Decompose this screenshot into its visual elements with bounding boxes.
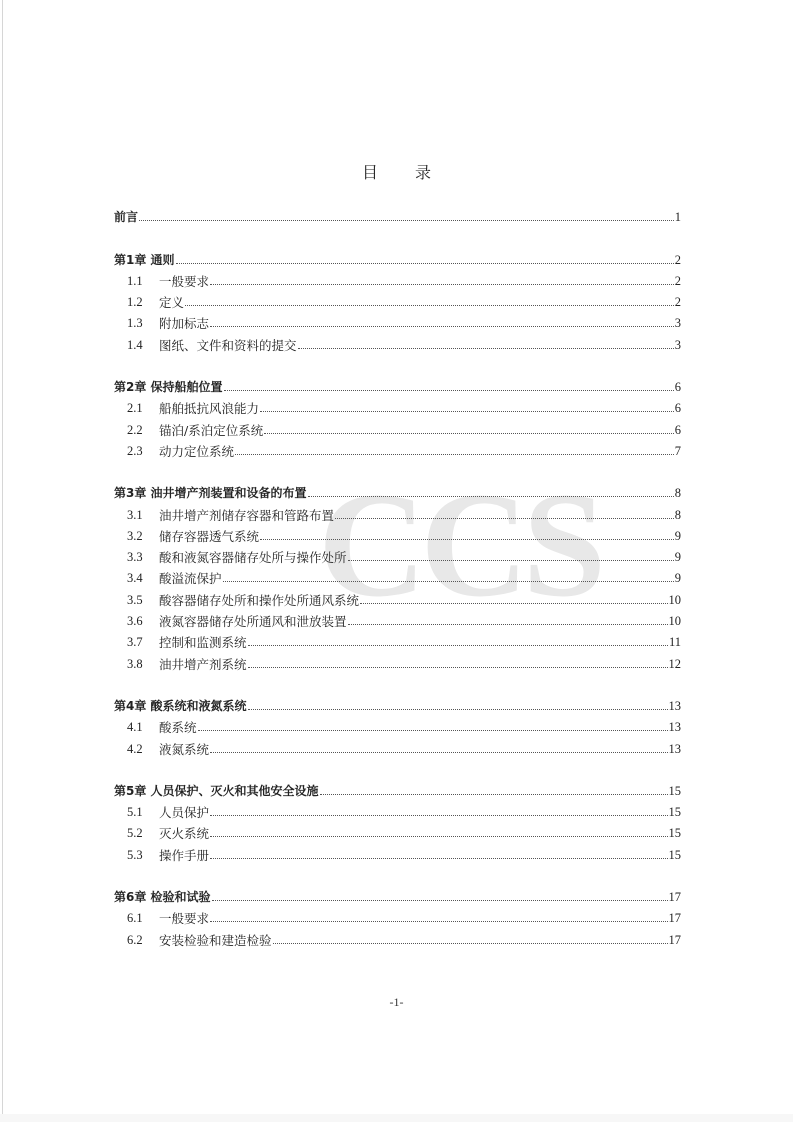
toc-entry-label: 酸容器储存处所和操作处所通风系统 (159, 592, 360, 608)
toc-entry-label: 油井增产剂储存容器和管路布置 (159, 507, 335, 523)
dot-leader (248, 709, 668, 710)
dot-leader (248, 645, 668, 646)
toc-section-number: 2.2 (127, 422, 143, 437)
dot-leader (360, 603, 667, 604)
toc-entry-label: 定义 (159, 295, 185, 311)
toc-chapter-1[interactable] (114, 246, 681, 267)
dot-leader (212, 900, 668, 901)
table-of-contents (114, 204, 681, 948)
toc-section-number: 1.2 (127, 295, 143, 310)
toc-section-number: 3.6 (127, 614, 143, 629)
ccs-watermark: CCS (318, 462, 601, 628)
dot-leader (185, 305, 674, 306)
toc-page-number: 2 (674, 295, 681, 310)
dot-leader (260, 539, 674, 540)
dot-leader (139, 220, 674, 221)
toc-entry-label: 安装检验和建造检验 (159, 932, 272, 948)
toc-section-number: 3.3 (127, 550, 143, 565)
toc-chapter-4[interactable] (114, 693, 681, 714)
toc-page-number: 12 (668, 656, 681, 671)
toc-page-number: 3 (674, 316, 681, 331)
toc-page-number: 10 (668, 592, 681, 607)
dot-leader (210, 752, 667, 753)
toc-page-number: 6 (674, 422, 681, 437)
toc-section-5-3[interactable] (114, 841, 681, 862)
toc-section-6-1[interactable] (114, 905, 681, 926)
dot-leader (176, 263, 674, 264)
toc-entry-preface[interactable] (114, 204, 681, 225)
dot-leader (210, 326, 674, 327)
toc-entry-label: 储存容器透气系统 (159, 528, 260, 544)
toc-section-3-4[interactable] (114, 565, 681, 586)
toc-page-number: 1 (674, 210, 681, 225)
toc-section-5-1[interactable] (114, 799, 681, 820)
dot-leader (298, 348, 674, 349)
toc-section-number: 1.4 (127, 337, 143, 352)
toc-section-6-2[interactable] (114, 926, 681, 947)
toc-page-number: 10 (668, 614, 681, 629)
toc-entry-label: 前言 (114, 210, 139, 225)
dot-leader (223, 581, 674, 582)
toc-entry-label: 控制和监测系统 (159, 635, 247, 651)
toc-section-1-3[interactable] (114, 310, 681, 331)
toc-entry-label: 一般要求 (159, 911, 210, 927)
toc-section-number: 3.2 (127, 528, 143, 543)
dot-leader (224, 390, 674, 391)
toc-section-2-1[interactable] (114, 395, 681, 416)
toc-section-number: 5.1 (127, 805, 143, 820)
toc-page-number: 9 (674, 571, 681, 586)
toc-entry-label: 第6章 检验和试验 (114, 890, 211, 905)
toc-page-number: 13 (668, 741, 681, 756)
dot-leader (210, 921, 667, 922)
toc-page-number: 9 (674, 528, 681, 543)
toc-entry-label: 锚泊/系泊定位系统 (159, 422, 264, 438)
toc-page-number: 13 (668, 698, 681, 713)
dot-leader (210, 815, 667, 816)
toc-section-number: 5.2 (127, 826, 143, 841)
toc-entry-label: 酸系统 (159, 720, 197, 736)
toc-page-number: 17 (668, 932, 681, 947)
toc-chapter-2[interactable] (114, 374, 681, 395)
page-bottom-margin (0, 1114, 793, 1122)
toc-entry-label: 液氮系统 (159, 741, 210, 757)
toc-page-number: 2 (674, 252, 681, 267)
toc-chapter-5[interactable] (114, 778, 681, 799)
toc-section-1-1[interactable] (114, 268, 681, 289)
toc-chapter-3[interactable] (114, 480, 681, 501)
toc-section-number: 5.3 (127, 847, 143, 862)
page-title: 目 录 (361, 163, 448, 182)
toc-page-number: 11 (668, 635, 681, 650)
dot-leader (335, 518, 674, 519)
toc-page-number: 3 (674, 337, 681, 352)
toc-entry-label: 酸和液氮容器储存处所与操作处所 (159, 550, 347, 566)
dot-leader (210, 284, 674, 285)
toc-section-4-2[interactable] (114, 735, 681, 756)
toc-entry-label: 灭火系统 (159, 826, 210, 842)
dot-leader (210, 836, 667, 837)
dot-leader (348, 560, 674, 561)
toc-section-3-8[interactable] (114, 650, 681, 671)
dot-leader (210, 858, 667, 859)
toc-section-number: 2.3 (127, 443, 143, 458)
toc-section-3-5[interactable] (114, 586, 681, 607)
toc-section-number: 1.3 (127, 316, 143, 331)
toc-section-number: 1.1 (127, 273, 143, 288)
toc-entry-label: 人员保护 (159, 805, 210, 821)
toc-entry-label: 船舶抵抗风浪能力 (159, 401, 260, 417)
toc-page-number: 17 (668, 890, 681, 905)
toc-entry-label: 第5章 人员保护、灭火和其他安全设施 (114, 783, 319, 798)
toc-page-number: 8 (674, 507, 681, 522)
toc-page-number: 7 (674, 443, 681, 458)
dot-leader (264, 433, 674, 434)
toc-entry-label: 操作手册 (159, 847, 210, 863)
toc-section-3-2[interactable] (114, 523, 681, 544)
toc-section-number: 3.8 (127, 656, 143, 671)
toc-section-1-2[interactable] (114, 289, 681, 310)
toc-section-4-1[interactable] (114, 714, 681, 735)
toc-chapter-6[interactable] (114, 884, 681, 905)
toc-entry-label: 图纸、文件和资料的提交 (159, 337, 297, 353)
toc-section-number: 3.4 (127, 571, 143, 586)
dot-leader (235, 454, 674, 455)
toc-section-3-6[interactable] (114, 608, 681, 629)
toc-entry-label: 第2章 保持船舶位置 (114, 380, 223, 395)
toc-section-2-2[interactable] (114, 416, 681, 437)
toc-entry-label: 附加标志 (159, 316, 210, 332)
toc-page-number: 6 (674, 401, 681, 416)
dot-leader (308, 496, 674, 497)
toc-entry-label: 液氮容器储存处所通风和泄放装置 (159, 614, 347, 630)
dot-leader (198, 730, 668, 731)
dot-leader (260, 411, 674, 412)
toc-page-number: 15 (668, 805, 681, 820)
dot-leader (273, 943, 668, 944)
toc-section-number: 3.5 (127, 592, 143, 607)
toc-section-3-3[interactable] (114, 544, 681, 565)
toc-section-5-2[interactable] (114, 820, 681, 841)
page-footer-number: -1- (389, 995, 404, 1009)
toc-section-number: 2.1 (127, 401, 143, 416)
toc-page-number: 15 (668, 847, 681, 862)
toc-entry-label: 一般要求 (159, 273, 210, 289)
toc-page-number: 15 (668, 826, 681, 841)
toc-section-number: 6.1 (127, 911, 143, 926)
toc-page-number: 8 (674, 486, 681, 501)
toc-entry-label: 酸溢流保护 (159, 571, 222, 587)
toc-section-3-7[interactable] (114, 629, 681, 650)
toc-section-number: 6.2 (127, 932, 143, 947)
toc-entry-label: 第3章 油井增产剂装置和设备的布置 (114, 486, 307, 501)
toc-page-number: 13 (668, 720, 681, 735)
toc-section-3-1[interactable] (114, 501, 681, 522)
toc-section-1-4[interactable] (114, 331, 681, 352)
toc-entry-label: 第1章 通则 (114, 252, 175, 267)
toc-page-number: 2 (674, 273, 681, 288)
toc-section-number: 4.2 (127, 741, 143, 756)
toc-entry-label: 油井增产剂系统 (159, 656, 247, 672)
toc-page-number: 9 (674, 550, 681, 565)
toc-section-number: 3.1 (127, 507, 143, 522)
toc-page-number: 17 (668, 911, 681, 926)
toc-page-number: 15 (668, 783, 681, 798)
toc-page-number: 6 (674, 380, 681, 395)
dot-leader (248, 667, 668, 668)
toc-section-number: 3.7 (127, 635, 143, 650)
toc-entry-label: 第4章 酸系统和液氮系统 (114, 698, 247, 713)
toc-section-2-3[interactable] (114, 438, 681, 459)
toc-entry-label: 动力定位系统 (159, 443, 235, 459)
toc-section-number: 4.1 (127, 720, 143, 735)
dot-leader (320, 794, 668, 795)
dot-leader (348, 624, 668, 625)
